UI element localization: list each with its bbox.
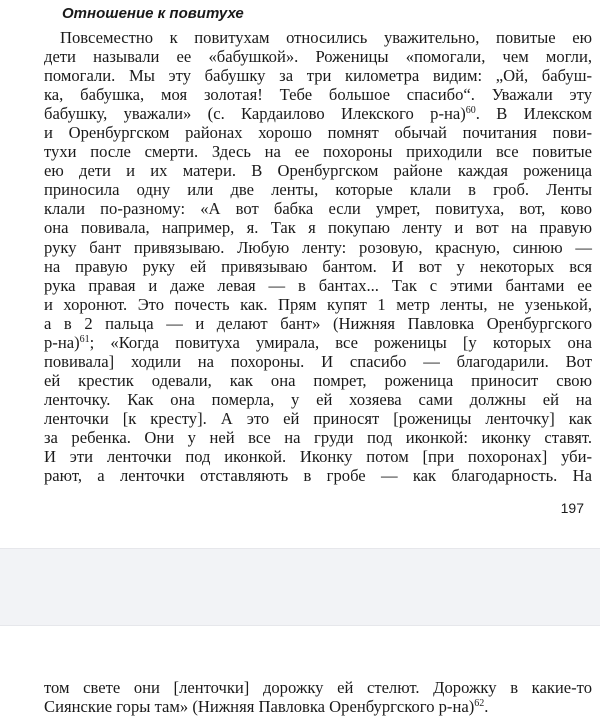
- body-text: [44, 28, 592, 485]
- text-line: руку бант привязываю. Любую ленту: розовую, красную, синюю —: [44, 237, 592, 257]
- text-line: тухи после смерти. Здесь на ее похороны приходили все повитые: [44, 142, 592, 162]
- text-line: и хоронют. Это почесть как. Прям купят 1 метр ленты, не узенькой,: [44, 294, 592, 314]
- body-text-continued: [44, 678, 592, 716]
- text-line: а в 2 пальца — и делают бант» (Нижняя Павловка Оренбургского: [44, 313, 592, 333]
- text-line: Сиянские горы там» (Нижняя Павловка Оренбургского р-на)$^{62}$.: [44, 697, 489, 717]
- footnote-ref-62[interactable]: 62: [474, 698, 485, 710]
- text-line: за ребенка. Они у ней все на груди под иконкой: иконку ставят.: [44, 427, 592, 447]
- text-line: дети называли ее «бабушкой». Роженицы «помогали, чем могли,: [44, 47, 592, 67]
- text-line: она повивала, например, я. Так я покупаю ленту и вот на правую: [44, 218, 592, 238]
- footnote-ref-61[interactable]: 61: [79, 333, 90, 345]
- text-line: р-на)$^{61}$; «Когда повитуха умирала, все роженицы [у которых она: [44, 332, 592, 352]
- text-line: рука правая и даже левая — в бантах... Так с этими бантами ее: [44, 275, 592, 295]
- text-line: повивала] ходили на похороны. И спасибо — благодарили. Вот: [44, 351, 592, 371]
- text-line: И эти ленточки под иконкой. Иконку потом [при похоронах] уби-: [44, 447, 592, 467]
- text-line: клали по-разному: «А вот бабка если умрет, повитуха, вот, ково: [44, 199, 592, 219]
- text-line: рают, а ленточки отставляють в гробе — как благодарность. На: [44, 466, 592, 486]
- text-line: ленточки [к кресту]. А это ей приносят [роженицы ленточку] как: [44, 408, 592, 428]
- text-line: ею дети и их матери. В Оренбургском районе каждая роженица: [44, 161, 592, 181]
- text-line: ленточку. Как она померла, у ей хозяева сами должны ей на: [44, 389, 592, 409]
- text-line: помогали. Мы эту бабушку за три километра видим: „Ой, бабуш-: [44, 66, 592, 86]
- text-line: ка, бабушка, моя золотая! Тебе большое спасибо“. Уважали эту: [44, 85, 592, 105]
- page-number: 197: [560, 500, 584, 516]
- text-line: и Оренбургском районах хорошо помнят обычай почитания пови-: [44, 123, 592, 143]
- text-line: ей крестик одевали, как она помрет, роженица приносит свою: [44, 370, 592, 390]
- section-title: Отношение к повитухе: [62, 5, 244, 22]
- text-line: приносила одну или две ленты, которые клали в гроб. Ленты: [44, 180, 592, 200]
- page-separator: [0, 548, 600, 626]
- text-line: том свете они [ленточки] дорожку ей стелют. Дорожку в какие-то: [44, 678, 592, 697]
- text-line: Повсеместно к повитухам относились уважительно, повитые ею: [60, 28, 592, 47]
- text-line: на правую руку ей привязываю бантом. И вот у некоторых вся: [44, 256, 592, 276]
- text-line: бабушку, уважали» (с. Кардаилово Илекского р-на)$^{60}$. В Илекском: [44, 104, 592, 124]
- footnote-ref-60[interactable]: 60: [465, 105, 476, 117]
- page-bottom: [0, 626, 600, 726]
